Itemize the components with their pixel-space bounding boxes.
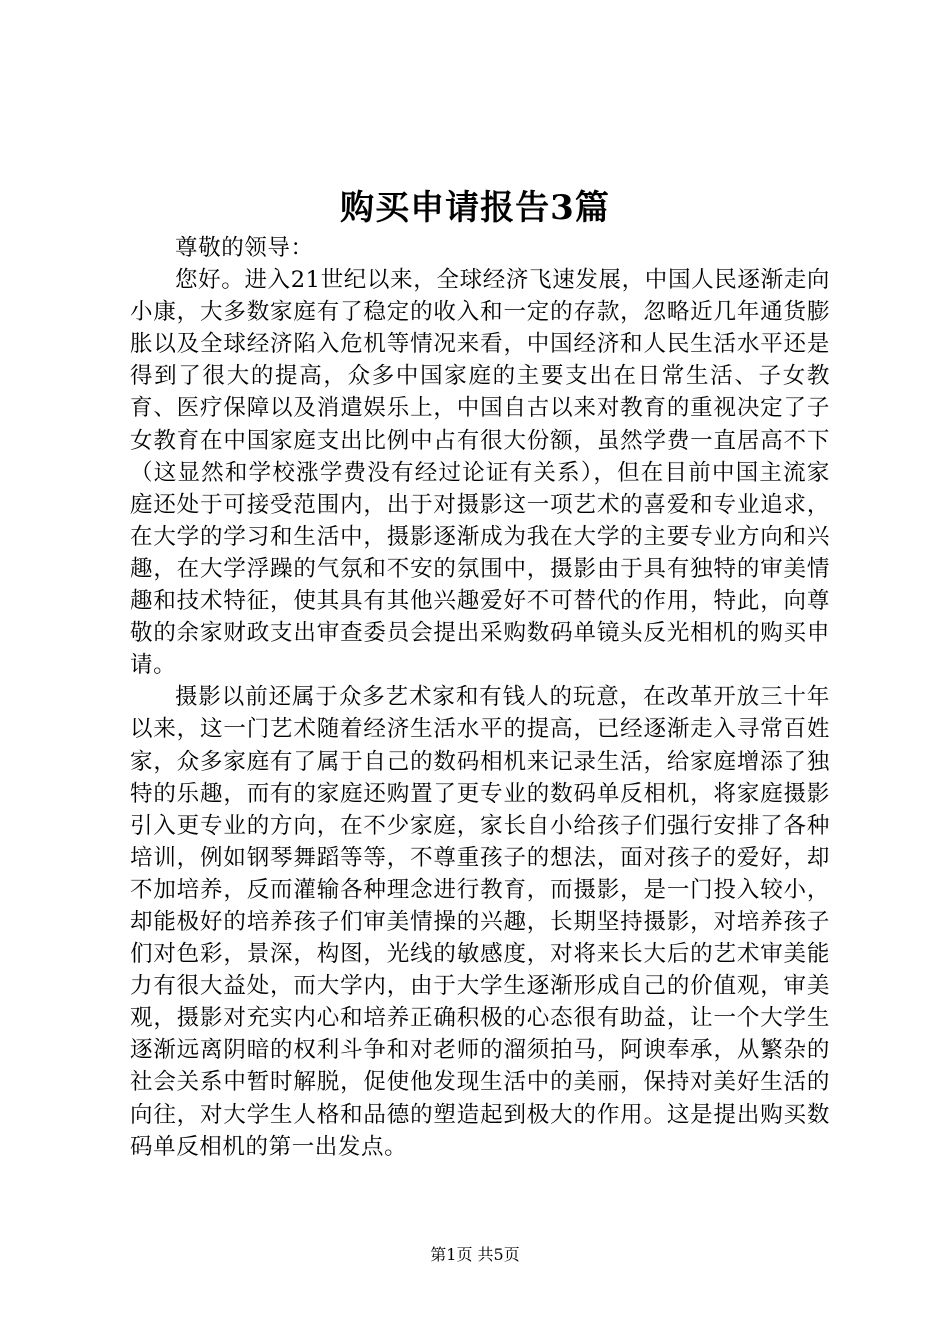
body-paragraph: 摄影以前还属于众多艺术家和有钱人的玩意，在改革开放三十年以来，这一门艺术随着经济生活水平的提高，已经逐渐走入寻常百姓家，众多家庭有了属于自己的数码相机来记录生活，给家庭增添了独特的乐趣，而有的家庭还购置了更专业的数码单反相机，将家庭摄影引入更专业的方向，在不少家庭，家长自小给孩子们强行安排了各种培训，例如钢琴舞蹈等等，不尊重孩子的想法，面对孩子的爱好，却不加培养，反而灌输各种理念进行教育，而摄影，是一门投入较小，却能极好的培养孩子们审美情操的兴趣，长期坚持摄影，对培养孩子们对色彩，景深，构图，光线的敏感度，对将来长大后的艺术审美能力有很大益处，而大学内，由于大学生逐渐形成自己的价值观，审美观，摄影对充实内心和培养正确积极的心态很有助益，让一个大学生逐渐远离阴暗的权利斗争和对老师的溜须拍马，阿谀奉承，从繁杂的社会关系中暂时解脱，促使他发现生活中的美丽，保持对美好生活的向往，对大学生人格和品德的塑造起到极大的作用。这是提出购买数码单反相机的第一出发点。 [130,684,830,1160]
salutation-paragraph: 尊敬的领导： [175,235,314,261]
body-paragraph: 您好。进入21世纪以来，全球经济飞速发展，中国人民逐渐走向小康，大多数家庭有了稳定的收入和一定的存款，忽略近几年通货膨胀以及全球经济陷入危机等情况来看，中国经济和人民生活水平还是得到了很大的提高，众多中国家庭的主要支出在日常生活、子女教育、医疗保障以及消遣娱乐上，中国自古以来对教育的重视决定了子女教育在中国家庭支出比例中占有很大份额，虽然学费一直居高不下（这显然和学校涨学费没有经过论证有关系），但在目前中国主流家庭还处于可接受范围内，出于对摄影这一项艺术的喜爱和专业追求，在大学的学习和生活中，摄影逐渐成为我在大学的主要专业方向和兴趣，在大学浮躁的气氛和不安的氛围中，摄影由于具有独特的审美情趣和技术特征，使其具有其他兴趣爱好不可替代的作用，特此，向尊敬的余家财政支出审查委员会提出采购数码单镜头反光相机的购买申请。 [130,267,830,679]
document-title: 购买申请报告3篇 [340,188,610,228]
page-footer: 第1页 共5页 [430,1245,520,1264]
document-body [130,232,830,1163]
